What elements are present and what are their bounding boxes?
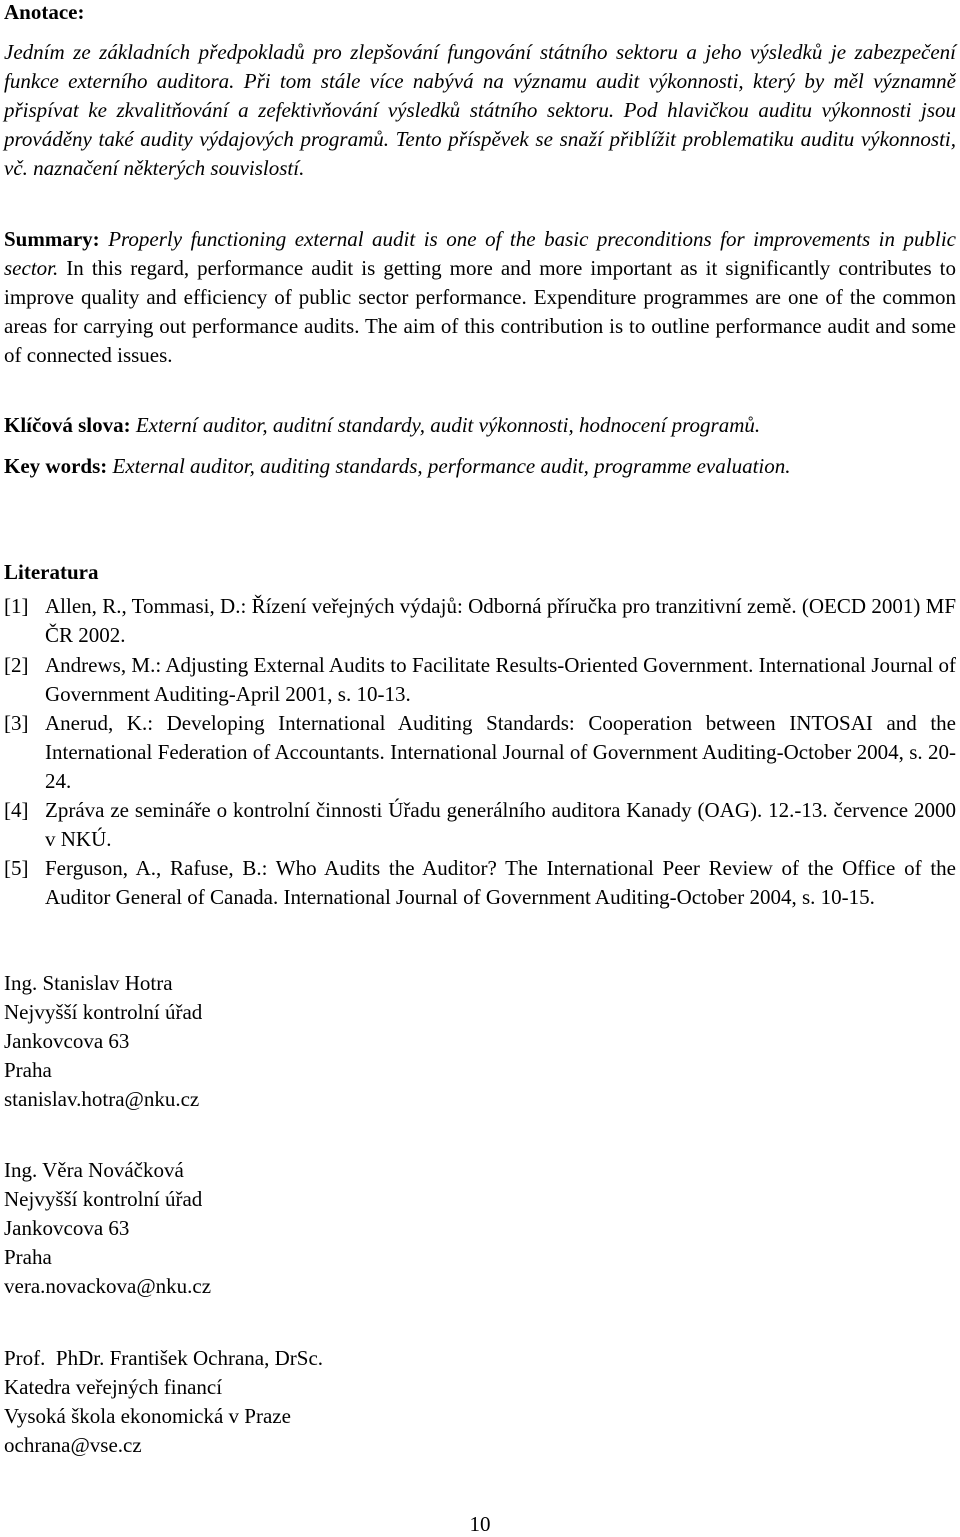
reference-item [4,854,956,912]
reference-number: [3] [4,711,29,735]
reference-text: Allen, R., Tommasi, D.: Řízení veřejných výdajů: Odborná příručka pro tranzitivní země. (OECD 2001) MF ČR 2002. [45,594,956,647]
reference-number: [5] [4,856,29,880]
author-organization: Nejvyšší kontrolní úřad [4,1000,203,1024]
key-words-text: External auditor, auditing standards, performance audit, programme evaluation. [112,454,791,478]
klicova-slova-text: Externí auditor, auditní standardy, audit výkonnosti, hodnocení programů. [135,413,761,437]
reference-text: Anerud, K.: Developing International Auditing Standards: Cooperation between INTOSAI and the International Federation of Accountants. International Journal of Government Auditing-October 2004, s. 20-24. [45,711,956,793]
klicova-slova-label: Klíčová slova: [4,413,131,437]
reference-item [4,651,956,709]
author-city: Praha [4,1058,52,1082]
author-name: Ing. Stanislav Hotra [4,971,173,995]
author-email: ochrana@vse.cz [4,1433,142,1457]
author-address-block [4,969,202,1114]
summary-text-regular: In this regard, performance audit is getting more and more important as it significantly contributes to improve quality and efficiency of public sector performance. Expenditure programmes are one of the common areas for carrying out performance audits. The aim of this contribution is to outline performance audit and some of connected issues. [4,256,957,367]
author-city: Praha [4,1245,52,1269]
key-words-paragraph [4,452,956,481]
page-number: 10 [469,1512,491,1536]
reference-number: [4] [4,798,29,822]
author-address-block [4,1344,323,1460]
reference-item [4,592,956,650]
summary-paragraph [4,225,956,370]
author-email: stanislav.hotra@nku.cz [4,1087,200,1111]
author-street: Jankovcova 63 [4,1029,130,1053]
reference-number: [2] [4,653,29,677]
author-institution: Vysoká škola ekonomická v Praze [4,1404,291,1428]
author-name: Ing. Věra Nováčková [4,1158,184,1182]
author-street: Jankovcova 63 [4,1216,130,1240]
klicova-slova-paragraph [4,411,956,440]
author-address-block [4,1156,211,1301]
literatura-heading: Literatura [4,560,99,584]
author-email: vera.novackova@nku.cz [4,1274,212,1298]
anotace-text: Jedním ze základních předpokladů pro zlepšování fungování státního sektoru a jeho výsledků je zabezpečení funkce externího auditora. Při tom stále více nabývá na významu audit výkonnosti, který by měl významně přispívat ke zkvalitňování a zefektivňování výsledků státního sektoru. Pod hlavičkou auditu výkonnosti jsou prováděny také audity výdajových programů. Tento příspěvek se snaží přiblížit problematiku auditu výkonnosti, vč. naznačení některých souvislostí. [4,40,956,180]
reference-item [4,709,956,796]
reference-number: [1] [4,594,29,618]
summary-label: Summary: [4,227,100,251]
author-name: Prof. PhDr. František Ochrana, DrSc. [4,1346,324,1370]
reference-text: Ferguson, A., Rafuse, B.: Who Audits the Auditor? The International Peer Review of the Office of the Auditor General of Canada. International Journal of Government Auditing-October 2004, s. 10-15. [45,856,956,909]
author-organization: Nejvyšší kontrolní úřad [4,1187,203,1211]
reference-text: Andrews, M.: Adjusting External Audits to Facilitate Results-Oriented Government. International Journal of Government Auditing-April 2001, s. 10-13. [45,653,956,706]
author-organization: Katedra veřejných financí [4,1375,223,1399]
anotace-heading: Anotace: [4,0,85,24]
key-words-label: Key words: [4,454,108,478]
reference-text: Zpráva ze semináře o kontrolní činnosti Úřadu generálního auditora Kanady (OAG). 12.-13. července 2000 v NKÚ. [45,798,956,851]
summary-text-italic: Properly functioning external audit is one of the basic preconditions for improvements in public sector. [4,227,957,280]
reference-item [4,796,956,854]
